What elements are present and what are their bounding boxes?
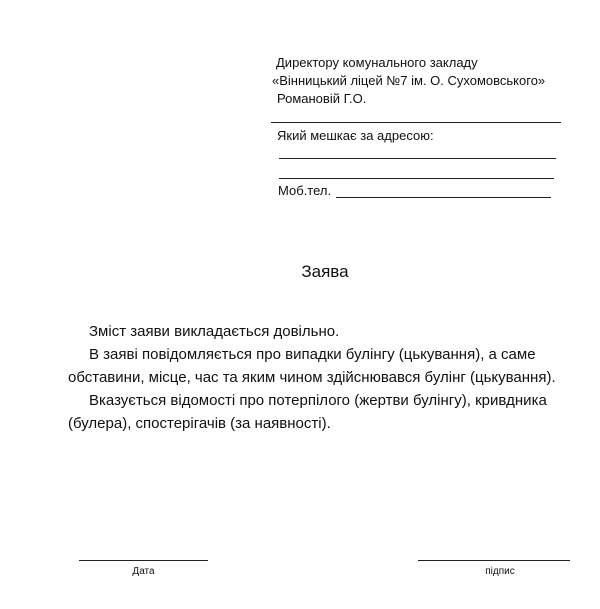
phone-label: Моб.тел.	[278, 183, 332, 198]
address-line-2	[279, 178, 554, 179]
date-label: Дата	[132, 566, 155, 577]
signature-line	[418, 560, 570, 561]
address-line-1	[279, 158, 556, 159]
phone-line	[336, 197, 551, 198]
signature-label: підпис	[485, 566, 515, 577]
body-paragraph-2: В заяві повідомляється про випадки булінгу (цькування), а саме обставини, місце, час та яким чином здійснювався булінг (цькування).	[68, 346, 556, 386]
statement-body	[68, 320, 588, 435]
body-paragraph-3: Вказується відомості про потерпілого (жертви булінгу), кривдника (булера), спостерігачів (за наявності).	[68, 392, 547, 432]
recipient-position: Директору комунального закладу	[276, 55, 478, 70]
document-title: Заява	[301, 262, 349, 281]
body-paragraph-1: Зміст заяви викладається довільно.	[89, 323, 340, 340]
recipient-institution: «Вінницький ліцей №7 ім. О. Сухомовського»	[272, 73, 546, 88]
sender-name-line	[271, 122, 561, 123]
date-line	[79, 560, 208, 561]
address-label: Який мешкає за адресою:	[277, 128, 434, 143]
recipient-name: Романовій Г.О.	[277, 91, 367, 106]
